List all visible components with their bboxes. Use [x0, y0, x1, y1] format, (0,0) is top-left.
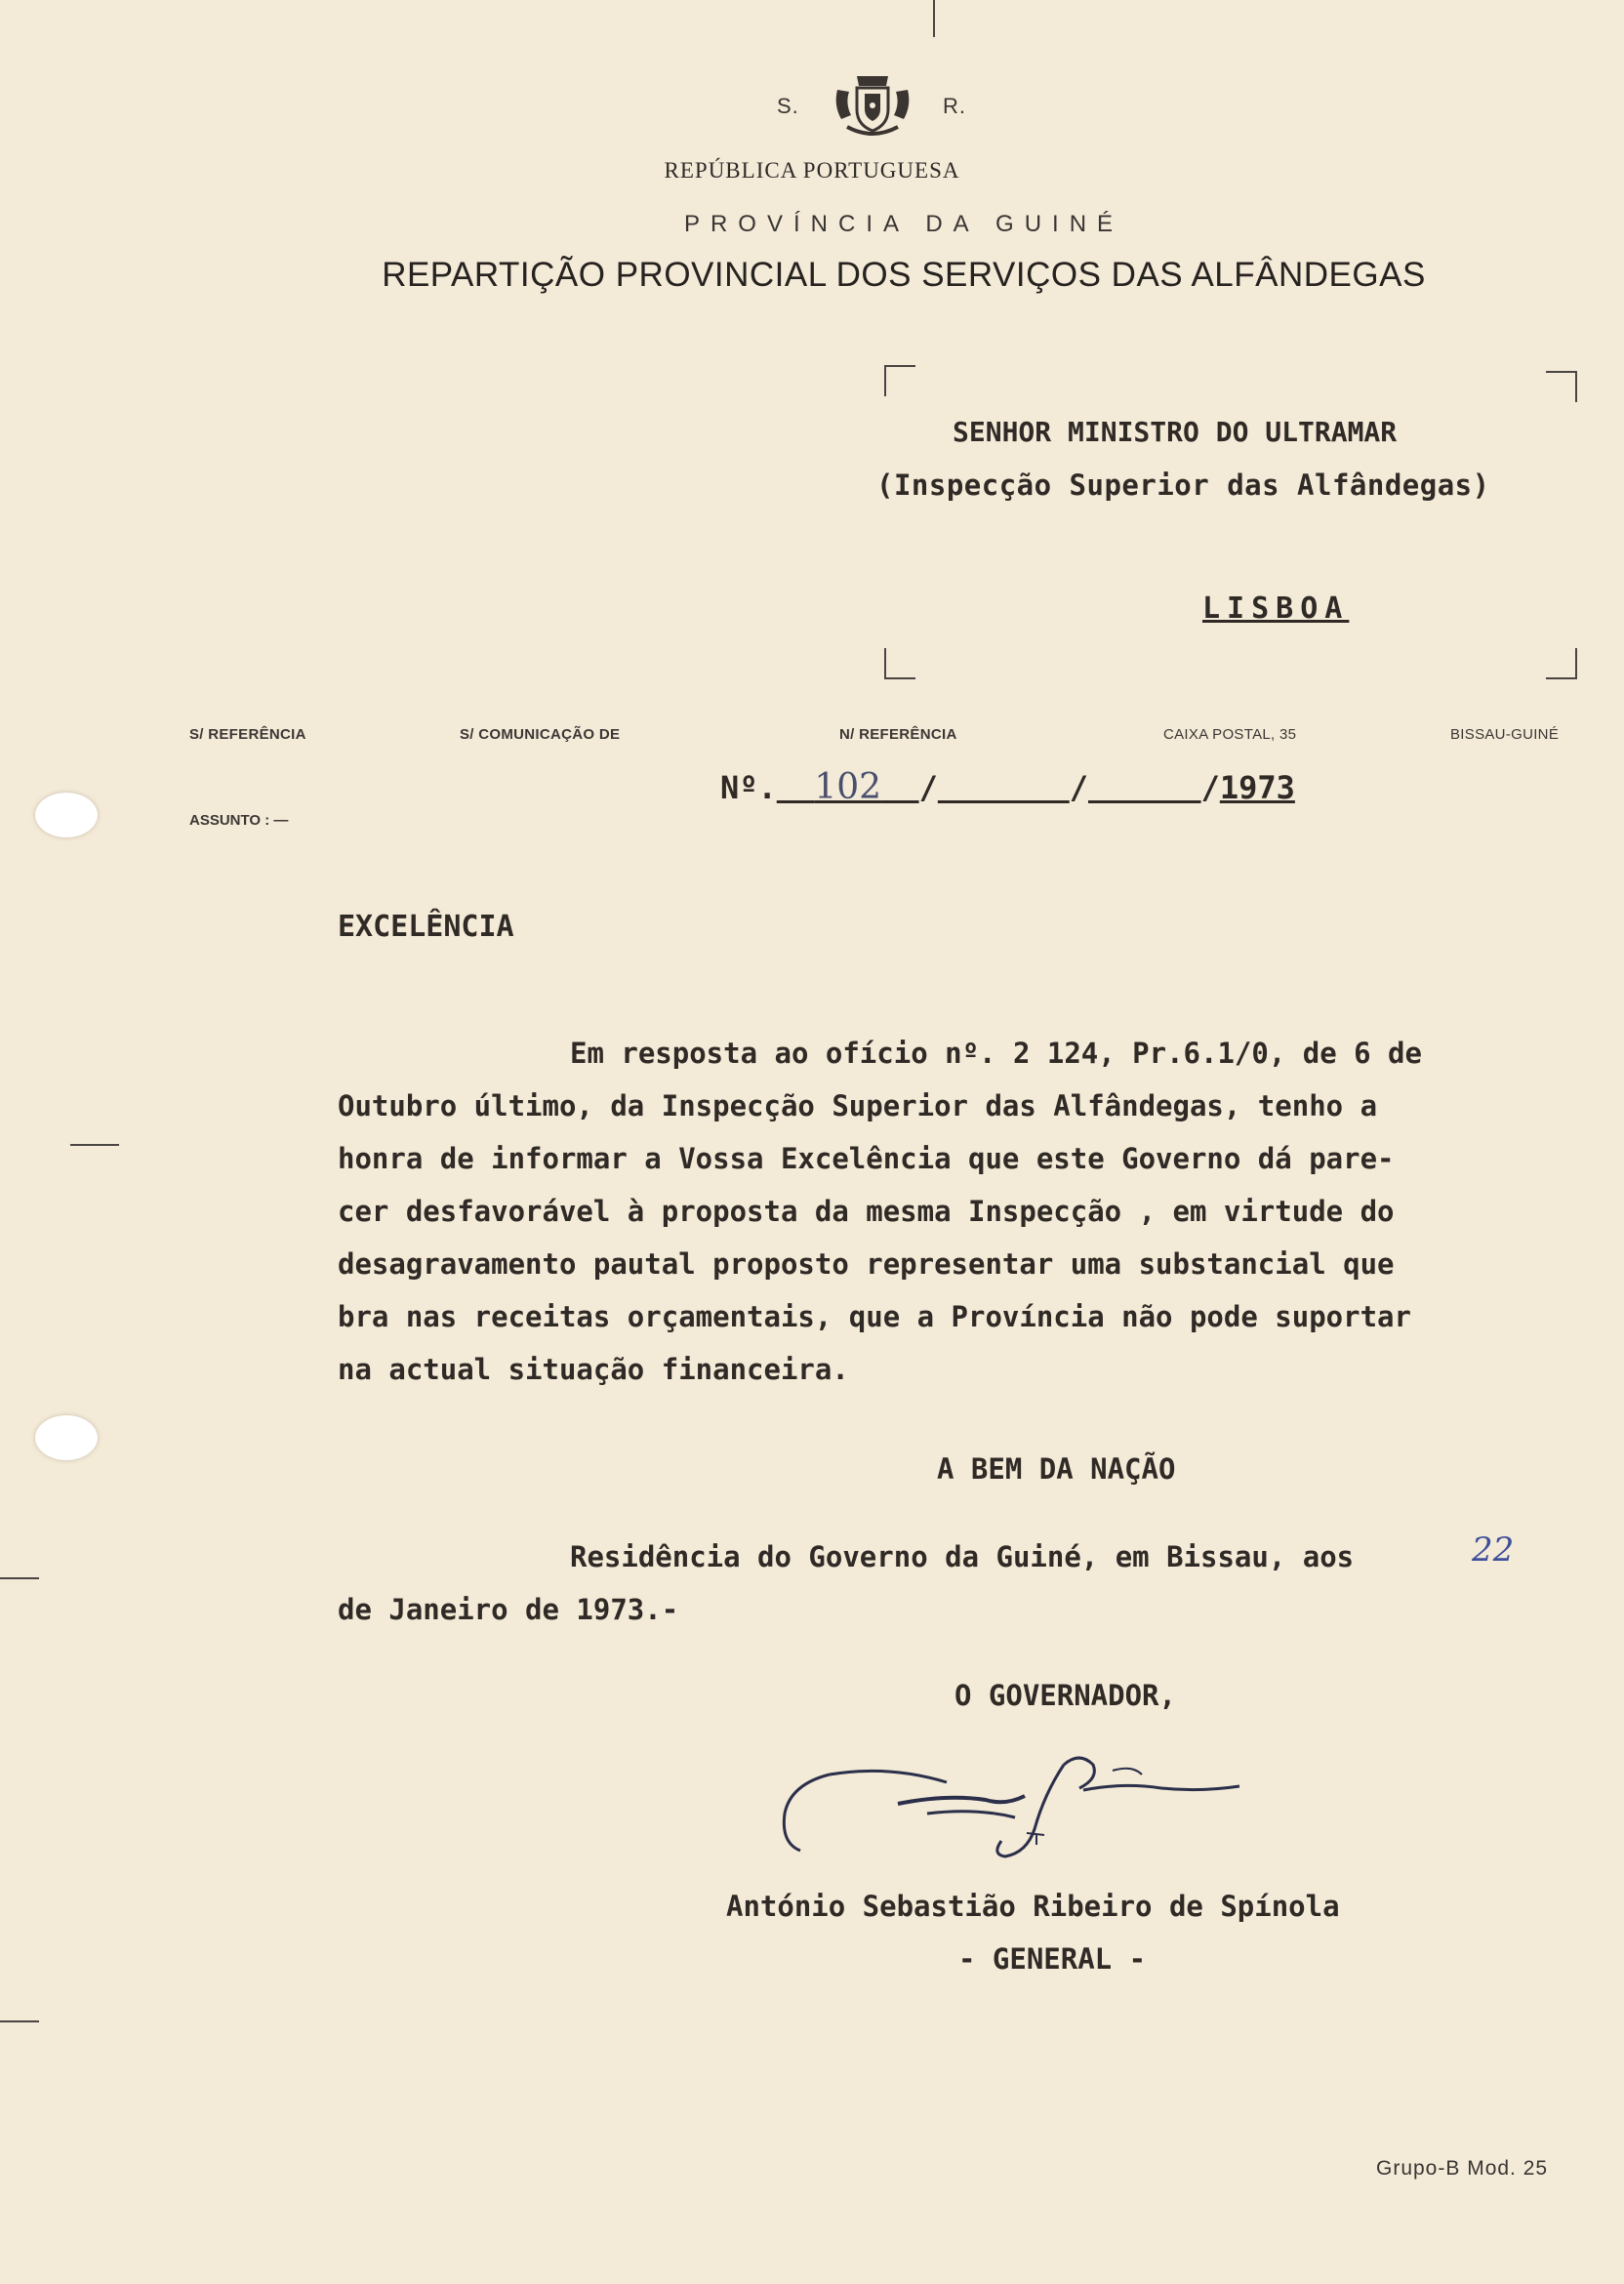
margin-mark-2: [0, 2020, 39, 2022]
reference-number: Nº. 102 / / /1973: [720, 767, 1295, 807]
address-corner-bottom-left: [884, 648, 915, 679]
coat-of-arms-icon: [828, 70, 917, 143]
number-year: 1973: [1219, 769, 1295, 806]
residence-line: Residência do Governo da Guiné, em Bissau, aos: [570, 1540, 1355, 1573]
body-line-3: honra de informar a Vossa Excelência que este Governo dá pare-: [338, 1142, 1395, 1175]
label-caixa-postal: CAIXA POSTAL, 35: [1163, 726, 1297, 743]
body-line-4: cer desfavorável à proposta da mesma Inspecção , em virtude do: [338, 1195, 1395, 1228]
punch-hole-bottom: [35, 1415, 98, 1460]
punch-hole-top: [35, 793, 98, 837]
department-title: REPARTIÇÃO PROVINCIAL DOS SERVIÇOS DAS ALFÂNDEGAS: [382, 256, 1426, 294]
body-line-2: Outubro último, da Inspecção Superior das Alfândegas, tenho a: [338, 1089, 1378, 1122]
province-title: PROVÍNCIA DA GUINÉ: [683, 211, 1124, 237]
closing-formula: A BEM DA NAÇÃO: [937, 1452, 1176, 1486]
body-line-1: Em resposta ao ofício nº. 2 124, Pr.6.1/0, de 6 de: [570, 1037, 1422, 1070]
label-assunto: ASSUNTO : —: [189, 812, 289, 829]
fold-mark: [70, 1144, 119, 1146]
header-r-letter: R.: [943, 94, 966, 118]
recipient-line-1: SENHOR MINISTRO DO ULTRAMAR: [953, 416, 1398, 448]
recipient-city: LISBOA: [1202, 591, 1350, 626]
margin-mark-1: [0, 1577, 39, 1579]
label-location: BISSAU-GUINÉ: [1450, 726, 1560, 743]
address-corner-top-right: [1546, 371, 1577, 402]
signature-icon: [771, 1735, 1259, 1862]
signatory-rank: - GENERAL -: [958, 1942, 1147, 1976]
label-s-referencia: S/ REFERÊNCIA: [189, 726, 306, 743]
letter-body: [338, 1027, 1558, 1396]
top-margin-mark: [933, 0, 935, 37]
handwritten-number: 102: [814, 767, 882, 807]
form-code: Grupo-B Mod. 25: [1376, 2157, 1549, 2180]
salutation: EXCELÊNCIA: [338, 910, 514, 944]
label-s-comunicacao: S/ COMUNICAÇÃO DE: [460, 726, 621, 743]
header-s-letter: S.: [777, 94, 799, 118]
signatory-name: António Sebastião Ribeiro de Spínola: [726, 1890, 1340, 1923]
date-line: de Janeiro de 1973.-: [338, 1593, 679, 1626]
recipient-line-2: (Inspecção Superior das Alfândegas): [876, 469, 1490, 502]
body-line-7: na actual situação financeira.: [338, 1353, 849, 1386]
address-corner-top-left: [884, 365, 915, 396]
address-corner-bottom-right: [1546, 648, 1577, 679]
label-n-referencia: N/ REFERÊNCIA: [839, 726, 957, 743]
governor-title: O GOVERNADOR,: [954, 1679, 1176, 1712]
number-prefix: Nº.: [720, 769, 777, 806]
republic-title: REPÚBLICA PORTUGUESA: [664, 158, 960, 183]
handwritten-day: 22: [1472, 1530, 1515, 1570]
body-line-6: bra nas receitas orçamentais, que a Província não pode suportar: [338, 1300, 1411, 1333]
body-line-5: desagravamento pautal proposto representar uma substancial que: [338, 1247, 1395, 1281]
